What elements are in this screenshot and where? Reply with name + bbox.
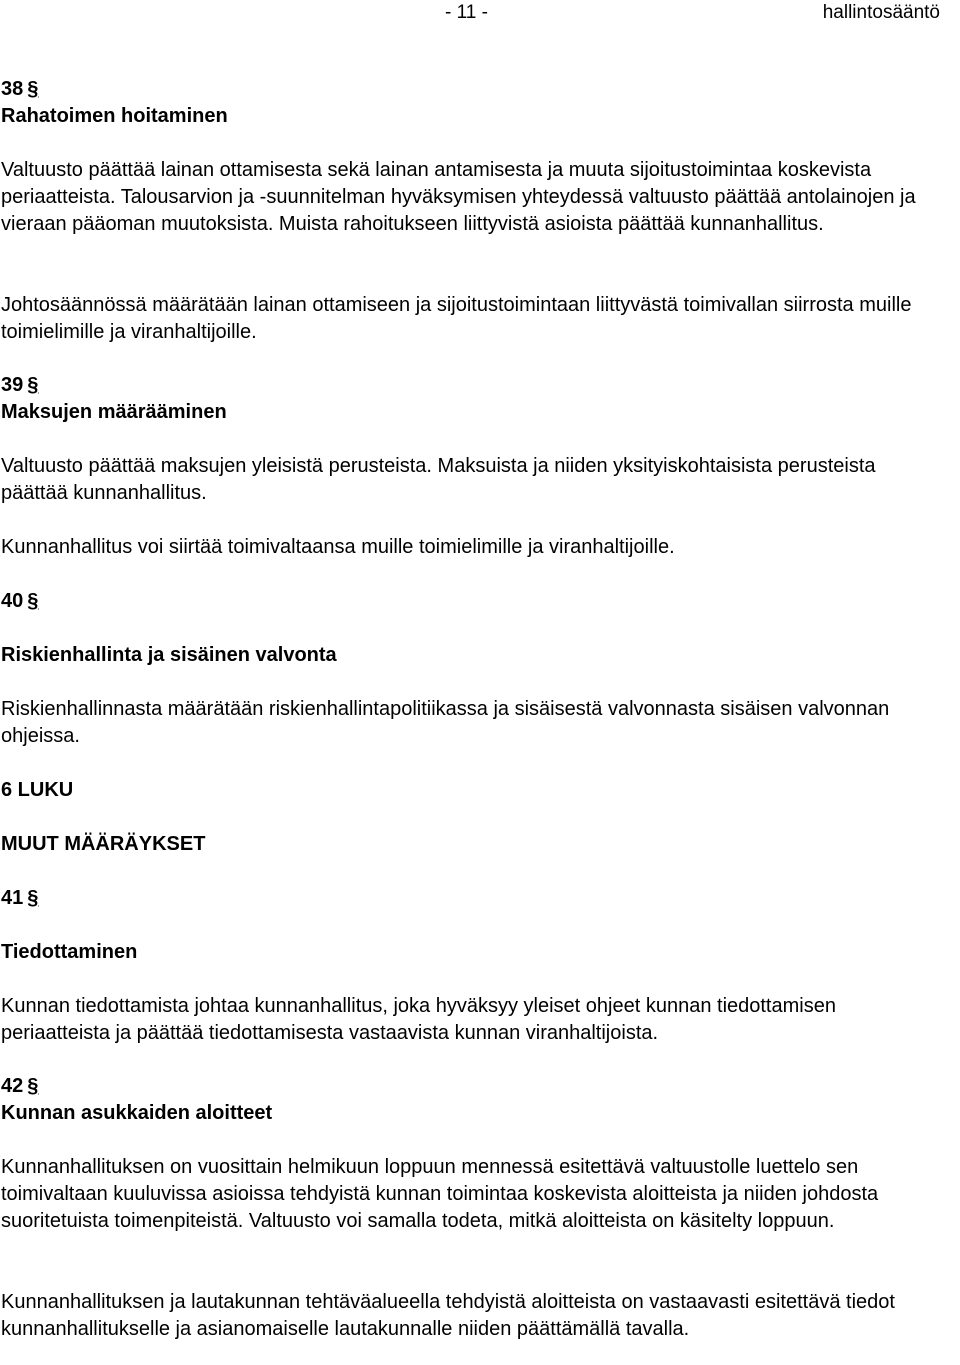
section-39-paragraph-2: Kunnanhallitus voi siirtää toimivaltaansa muille toimielimille ja viranhaltijoille.	[1, 536, 675, 558]
section-40-number-line	[1, 588, 946, 615]
page-header	[0, 2, 960, 24]
section-mark: §	[27, 78, 39, 100]
section-40-number: 40	[1, 590, 24, 612]
section-mark: §	[27, 590, 39, 612]
section-41-title: Tiedottaminen	[1, 941, 138, 963]
section-42-title: Kunnan asukkaiden aloitteet	[1, 1102, 273, 1124]
section-38-paragraph-2: Johtosäännössä määrätään lainan ottamiseen ja sijoitustoimintaan liittyvästä toimivallan siirrosta muille toimielimille ja viranhaltijoille.	[1, 294, 912, 343]
section-41-paragraph-1: Kunnan tiedottamista johtaa kunnanhallitus, joka hyväksyy yleiset ohjeet kunnan tiedottamisen periaatteista ja päättää tiedottamisesta vastaavista kunnan viranhaltijoista.	[1, 995, 836, 1044]
section-38-number-line	[1, 76, 946, 103]
section-39-paragraph-1: Valtuusto päättää maksujen yleisistä perusteista. Maksuista ja niiden yksityiskohtaisista perusteista päättää kunnanhallitus.	[1, 455, 876, 504]
section-mark: §	[27, 374, 39, 396]
page-number: - 11 -	[445, 2, 488, 23]
section-39-title: Maksujen määrääminen	[1, 401, 227, 423]
section-mark: §	[27, 887, 39, 909]
section-41-number: 41	[1, 887, 24, 909]
document-title: hallintosääntö	[822, 2, 940, 23]
section-38-paragraph-1: Valtuusto päättää lainan ottamisesta sekä lainan antamisesta ja muuta sijoitustoimintaa koskevista periaatteista. Talousarvion ja -suunnitelman hyväksymisen yhteydessä valtuusto päättää antolainojen ja vieraan pääoman muutoksista. Muista rahoitukseen liittyvistä asioista päättää kunnanhallitus.	[1, 159, 916, 235]
section-40-paragraph-1: Riskienhallinnasta määrätään riskienhallintapolitiikassa ja sisäisestä valvonnasta sisäisen valvonnan ohjeissa.	[1, 698, 890, 747]
section-41-number-line	[1, 885, 946, 912]
section-39-number: 39	[1, 374, 24, 396]
section-42-paragraph-2: Kunnanhallituksen ja lautakunnan tehtäväalueella tehdyistä aloitteista on vastaavasti esitettävä tiedot kunnanhallitukselle ja asianomaiselle lautakunnalle niiden päättämällä tavalla.	[1, 1291, 895, 1340]
chapter-number: 6 LUKU	[1, 779, 74, 801]
section-mark: §	[27, 1075, 39, 1097]
section-40-title: Riskienhallinta ja sisäinen valvonta	[1, 644, 337, 666]
chapter-title: MUUT MÄÄRÄYKSET	[1, 833, 206, 855]
section-38-title: Rahatoimen hoitaminen	[1, 105, 228, 127]
section-42-paragraph-1: Kunnanhallituksen on vuosittain helmikuun loppuun mennessä esitettävä valtuustolle luettelo sen toimivaltaan kuuluvissa asioissa tehdyistä kunnan toimintaa koskevista aloitteista ja niiden johdosta suoritetuista toimenpiteistä. Valtuusto voi samalla todeta, mitkä aloitteista on käsitelty loppuun.	[1, 1156, 879, 1232]
section-42-number-line	[1, 1073, 946, 1100]
section-38-number: 38	[1, 78, 24, 100]
section-42-number: 42	[1, 1075, 24, 1097]
section-39-number-line	[1, 372, 946, 399]
